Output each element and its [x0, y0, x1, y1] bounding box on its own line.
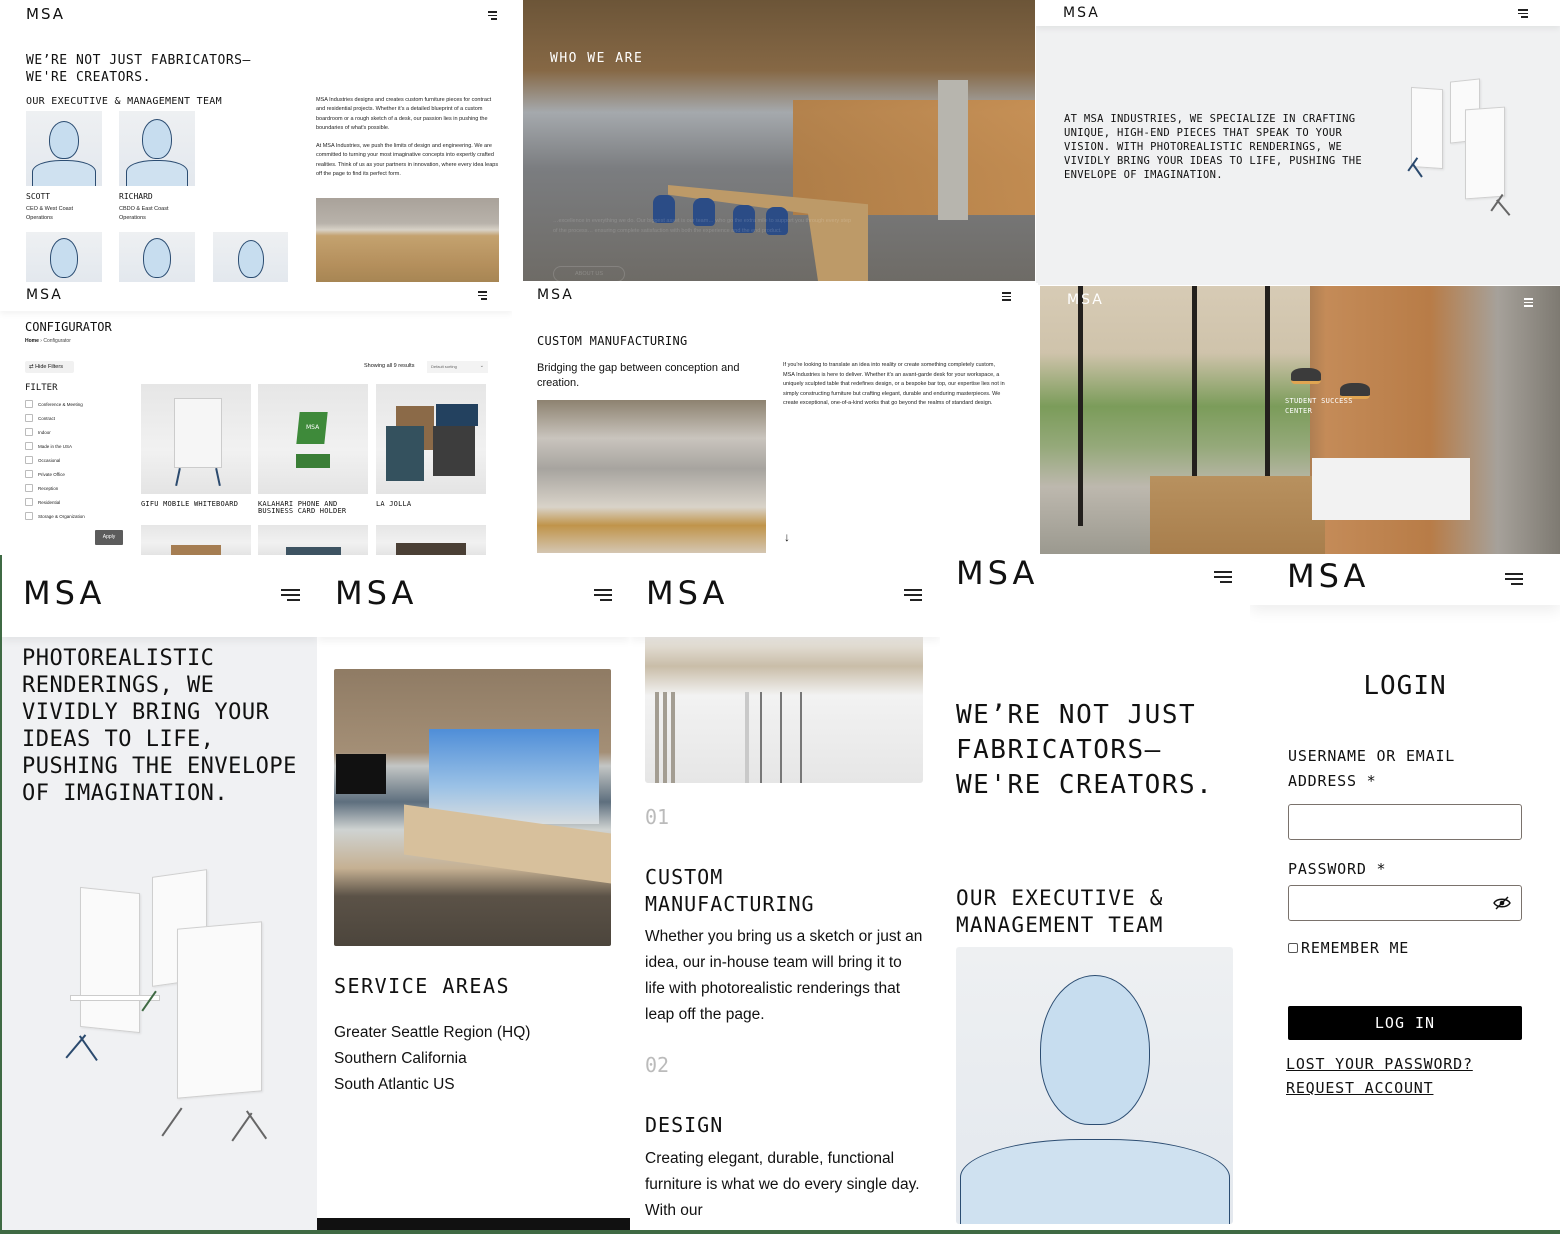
msa-logo[interactable]: MSA [1067, 292, 1104, 308]
hamburger-menu-icon[interactable] [904, 589, 922, 601]
specialize-text: PHOTOREALISTIC RENDERINGS, WE VIVIDLY BRING YOUR IDEAS TO LIFE, PUSHING THE ENVELOPE OF IMAGINATION. [22, 646, 297, 806]
hamburger-menu-icon[interactable] [1505, 573, 1523, 585]
msa-logo[interactable]: MSA [956, 555, 1039, 592]
team-page-desktop [0, 0, 520, 282]
checkbox[interactable] [25, 442, 33, 450]
sort-select[interactable]: Default sorting ⌄ [427, 361, 488, 373]
mobile-header [317, 555, 630, 637]
bottom-accent-strip [0, 1230, 1560, 1234]
sign-line: CENTER [1285, 407, 1313, 415]
mobile-header [630, 555, 940, 637]
hamburger-menu-icon[interactable] [1524, 298, 1533, 307]
product-card[interactable] [258, 525, 368, 555]
results-count: Showing all 9 results [364, 363, 415, 369]
about-paragraph: MSA Industries designs and creates custom furniture pieces for contract and residential projects. Whether it's a detailed blueprint of a custom boardroom or a rough sketch of a desk, our passion lies in pushing the boundaries of what's possible. [316, 97, 492, 131]
filter-label: Occasional [38, 457, 61, 463]
tabletop-image [316, 198, 499, 282]
service-area-item: Greater Seattle Region (HQ) [334, 1024, 531, 1041]
filter-indoor[interactable] [25, 427, 51, 437]
filter-toggle-icon: ⇄ [29, 364, 36, 370]
filter-label: Conference & Meeting [38, 401, 83, 407]
request-account-link[interactable]: REQUEST ACCOUNT [1286, 1079, 1434, 1097]
who-we-are-heading: WHO WE ARE [550, 51, 644, 66]
checkbox[interactable] [25, 414, 33, 422]
checkbox[interactable] [25, 498, 33, 506]
service-title: CUSTOM MANUFACTURING [645, 865, 815, 916]
product-card-gifu-whiteboard[interactable] [141, 384, 251, 494]
remember-me-checkbox[interactable] [1288, 939, 1409, 957]
team-heading: OUR EXECUTIVE & MANAGEMENT TEAM [26, 96, 222, 107]
site-header [0, 283, 512, 311]
login-title: LOGIN [1363, 671, 1447, 701]
mobile-specialize [0, 555, 317, 1234]
page-title: CONFIGURATOR [25, 320, 112, 334]
reception-desk [1150, 476, 1325, 554]
mobile-services [630, 555, 940, 1234]
checkbox[interactable] [25, 470, 33, 478]
password-label: PASSWORD * [1288, 860, 1387, 878]
who-we-are-text: …excellence in everything we do. Our biggest asset is our team… who go the extra mile to support you through every step of the process… ensuring complete satisfaction with both the experience and the end product. [553, 218, 852, 234]
about-paragraph: At MSA Industries, we push the limits of design and engineering. We are committed to turning your most imaginative concepts into expertly crafted realities. Think of us as your partners in innovation, where every idea leaps off the page to find its perfect form. [316, 143, 499, 178]
checkbox[interactable] [25, 512, 33, 520]
site-header [1036, 0, 1560, 26]
filter-title: FILTER [25, 383, 58, 393]
office-column-image [938, 80, 968, 220]
portrait-team-member [119, 232, 195, 282]
filter-residential[interactable] [25, 497, 60, 507]
specialize-text: AT MSA INDUSTRIES, WE SPECIALIZE IN CRAFTING UNIQUE, HIGH-END PIECES THAT SPEAK TO YOUR VISION. WITH PHOTOREALISTIC RENDERINGS, WE VIVIDLY BRING YOUR IDEAS TO LIFE, PUSHING THE ENVELOPE OF IMAGINATION. [1064, 113, 1362, 181]
specialize-section-desktop [1036, 0, 1560, 285]
filter-label: Residential [38, 499, 61, 505]
service-area-item: Southern California [334, 1050, 467, 1067]
about-text [316, 96, 500, 188]
shuffleboard-table-image [537, 400, 766, 553]
checkbox[interactable] [1288, 943, 1298, 953]
checkbox[interactable] [25, 456, 33, 464]
mobile-header [940, 555, 1250, 615]
password-input[interactable] [1288, 885, 1522, 921]
about-us-button[interactable]: ABOUT US [553, 266, 625, 281]
sign-line: STUDENT SUCCESS [1285, 397, 1353, 405]
remember-me-label: REMEMBER ME [1301, 939, 1410, 957]
hamburger-menu-icon[interactable] [1518, 9, 1528, 18]
checkbox[interactable] [25, 428, 33, 436]
service-title: DESIGN [645, 1113, 724, 1137]
msa-logo[interactable]: MSA [537, 287, 574, 303]
log-in-button[interactable]: LOG IN [1288, 1006, 1522, 1040]
filter-contract[interactable] [25, 413, 55, 423]
mobile-login [1250, 555, 1560, 1234]
product-card[interactable] [376, 525, 486, 555]
hide-filters-button[interactable] [25, 361, 74, 373]
apply-filters-button[interactable]: Apply [95, 530, 123, 545]
filter-label: Private Office [38, 471, 65, 477]
hamburger-menu-icon[interactable] [1214, 571, 1232, 583]
hamburger-menu-icon[interactable] [281, 589, 300, 601]
portrait-team-member [26, 232, 102, 282]
member-role: CBDO & East Coast Operations [119, 206, 169, 221]
filter-label: Made in the USA [38, 443, 73, 449]
filter-reception[interactable] [25, 483, 58, 493]
service-areas-heading: SERVICE AREAS [334, 974, 511, 998]
filter-private-office[interactable] [25, 469, 65, 479]
office-wall-image [793, 100, 1035, 215]
service-text: Creating elegant, durable, functional furniture is what we do every single day. With our [645, 1150, 920, 1219]
msa-logo[interactable]: MSA [1063, 5, 1100, 21]
configurator-page [0, 283, 512, 555]
product-name[interactable]: KALAHARI PHONE AND BUSINESS CARD HOLDER [258, 500, 347, 515]
msa-logo[interactable]: MSA [646, 574, 729, 612]
breadcrumb-home[interactable]: Home [25, 338, 39, 344]
filter-storage-organization[interactable] [25, 511, 85, 521]
product-card-kalahari[interactable] [258, 384, 368, 494]
filter-label: Contract [38, 415, 56, 421]
service-area-item: South Atlantic US [334, 1076, 455, 1093]
fluted-desk-image [645, 637, 923, 783]
service-number: 01 [645, 805, 670, 829]
page-headline: WE’RE NOT JUST FABRICATORS— WE'RE CREATORS. [956, 700, 1214, 800]
member-name: SCOTT [26, 192, 51, 201]
toggle-password-visibility-icon[interactable] [1493, 896, 1511, 910]
breadcrumb-separator: › [40, 338, 42, 344]
team-heading: OUR EXECUTIVE & MANAGEMENT TEAM [956, 886, 1164, 937]
msa-logo[interactable]: MSA [26, 287, 63, 303]
filter-made-in-usa[interactable] [25, 441, 72, 451]
portrait-team-member [213, 232, 288, 282]
service-areas-list [334, 1020, 530, 1098]
msa-logo[interactable]: MSA [335, 574, 418, 612]
reception-hero [1040, 286, 1560, 554]
mobile-header [2, 555, 317, 637]
section-tagline: Bridging the gap between conception and creation. [537, 362, 740, 389]
filter-occasional[interactable] [25, 455, 60, 465]
member-name: RICHARD [119, 192, 153, 201]
office-window-image [334, 669, 611, 946]
portrait-scott [956, 947, 1233, 1224]
scroll-down-arrow-icon[interactable]: ↓ [784, 530, 790, 544]
product-card[interactable] [141, 525, 251, 555]
mobile-service-areas [317, 555, 630, 1234]
hamburger-menu-icon[interactable] [478, 291, 487, 300]
mobile-header [1250, 555, 1560, 605]
msa-logo[interactable]: MSA [26, 5, 66, 23]
service-number: 02 [645, 1053, 670, 1077]
lost-password-link[interactable]: LOST YOUR PASSWORD? [1286, 1055, 1473, 1073]
mobile-team [940, 555, 1250, 1234]
filter-label: Storage & Organization [38, 513, 85, 519]
breadcrumb [25, 338, 71, 344]
member-role: CEO & West Coast Operations [26, 206, 73, 221]
reception-desk-counter [1312, 458, 1470, 520]
msa-logo[interactable]: MSA [1287, 557, 1370, 595]
product-name[interactable]: LA JOLLA [376, 500, 412, 508]
filter-conference-meeting[interactable] [25, 399, 83, 409]
checkbox[interactable] [25, 400, 33, 408]
breadcrumb-current: Configurator [43, 338, 71, 344]
product-name[interactable]: GIFU MOBILE WHITEBOARD [141, 500, 239, 508]
portrait-richard [119, 111, 195, 186]
pendant-lamp [1291, 368, 1321, 384]
hamburger-menu-icon[interactable] [1002, 292, 1011, 301]
username-label: USERNAME OR EMAIL ADDRESS * [1288, 747, 1456, 790]
product-card-la-jolla[interactable] [376, 384, 486, 494]
custom-manufacturing-desktop [516, 283, 1038, 555]
hamburger-menu-icon[interactable] [488, 11, 497, 20]
hide-filters-label: Hide Filters [35, 364, 63, 370]
section-body: If you're looking to translate an idea into reality or create something completely custom, MSA Industries is here to deliver. Whether it's an avant-garde desk for your workspace, a uniquely sculpted table that redefines design, or a bespoke bar top, our expertise lies not in simply constructing furniture but crafting elegant, durable and enduring masterpieces. We create exceptional, one-of-a-kind works that go beyond the realms of standard design. [783, 362, 1005, 406]
window-frame [1078, 286, 1083, 526]
kalahari-logo: MSA [306, 424, 320, 431]
username-input[interactable] [1288, 804, 1522, 840]
hamburger-menu-icon[interactable] [594, 589, 612, 601]
filter-label: Reception [38, 485, 59, 491]
checkbox[interactable] [25, 484, 33, 492]
service-text: Whether you bring us a sketch or just an idea, our in-house team will bring it to life with photorealistic renderings that leap off the page. [645, 928, 923, 1023]
portrait-scott [26, 111, 102, 186]
wall-sign [1285, 396, 1353, 416]
msa-logo[interactable]: MSA [23, 574, 106, 612]
section-heading: CUSTOM MANUFACTURING [537, 334, 688, 348]
filter-label: Indoor [38, 429, 51, 435]
who-we-are-hero [523, 0, 1035, 281]
page-headline: WE’RE NOT JUST FABRICATORS—WE'RE CREATORS. [26, 53, 251, 85]
